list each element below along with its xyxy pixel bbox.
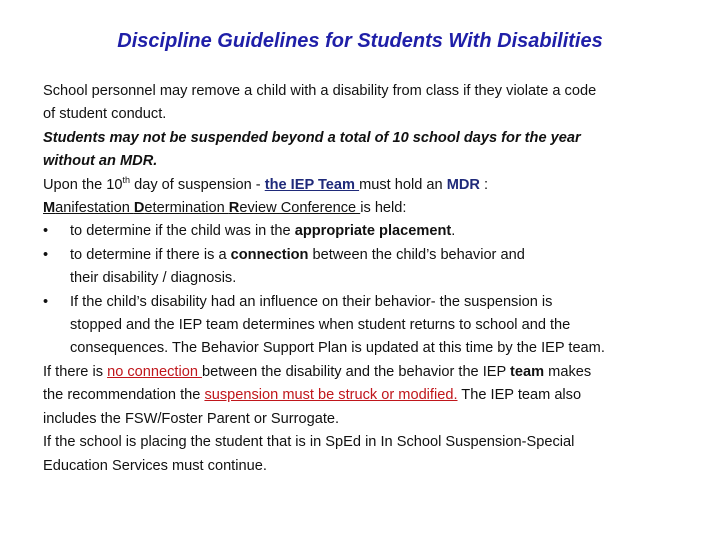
emphasis: connection xyxy=(230,246,309,263)
text: If there is xyxy=(43,363,108,380)
text: between the disability and the behavior the IEP xyxy=(202,363,511,380)
paragraph-line xyxy=(43,361,693,384)
emphasis: team xyxy=(510,363,545,380)
bullet-item xyxy=(43,220,693,243)
paragraph-line: without an MDR. xyxy=(43,153,158,170)
slide-body xyxy=(43,80,693,478)
text: is held: xyxy=(360,200,407,217)
text: Upon the 10 xyxy=(43,176,123,193)
text: eview Conference xyxy=(239,200,361,217)
mdr-term: MDR xyxy=(446,176,480,193)
text: If the child’s disability had an influence on their behavior- the suspension is xyxy=(70,293,553,310)
paragraph-line: If the school is placing the student that is in SpEd in In School Suspension-Special xyxy=(43,434,575,451)
suspension-emphasis: suspension must be struck or modified. xyxy=(204,387,458,404)
text: to determine if the child was in the xyxy=(70,223,295,240)
acronym-letter: D xyxy=(133,200,145,217)
paragraph-line: School personnel may remove a child with a disability from class if they violate a code xyxy=(43,83,597,99)
paragraph-line: of student conduct. xyxy=(43,106,167,123)
text: the recommendation the xyxy=(43,387,205,404)
bullet-icon: • xyxy=(43,246,49,263)
text: to determine if there is a xyxy=(70,246,231,263)
bullet-continuation: their disability / diagnosis. xyxy=(70,270,237,287)
acronym-letter: M xyxy=(43,200,56,217)
text xyxy=(70,220,455,243)
text: day of suspension - xyxy=(130,176,265,193)
emphasis: appropriate placement xyxy=(294,223,452,240)
page-title: Discipline Guidelines for Students With Disabilities xyxy=(117,30,603,52)
bullet-item xyxy=(43,291,693,314)
text: anifestation xyxy=(55,200,134,217)
text: makes xyxy=(544,363,592,380)
no-connection-emphasis: no connection xyxy=(107,363,203,380)
paragraph-line xyxy=(43,384,693,407)
paragraph-line xyxy=(43,197,693,220)
acronym-letter: R xyxy=(228,200,240,217)
superscript: th xyxy=(122,174,131,185)
bullet-icon: • xyxy=(43,293,49,310)
bullet-continuation: stopped and the IEP team determines when student returns to school and the xyxy=(70,317,571,334)
text: . xyxy=(451,223,456,240)
paragraph-line: Education Services must continue. xyxy=(43,457,267,474)
bullet-item xyxy=(43,244,693,267)
text: : xyxy=(479,176,489,193)
bullet-continuation: consequences. The Behavior Support Plan is updated at this time by the IEP team. xyxy=(70,340,605,357)
bullet-icon: • xyxy=(43,223,49,240)
text: must hold an xyxy=(359,176,447,193)
iep-team-emphasis: the IEP Team xyxy=(264,176,360,193)
paragraph-line xyxy=(43,174,693,197)
text: etermination xyxy=(144,200,229,217)
paragraph-line: includes the FSW/Foster Parent or Surrogate. xyxy=(43,410,340,427)
paragraph-line: Students may not be suspended beyond a total of 10 school days for the year xyxy=(43,129,581,146)
text: between the child’s behavior and xyxy=(308,246,525,263)
text: The IEP team also xyxy=(457,387,582,404)
text xyxy=(70,244,525,267)
